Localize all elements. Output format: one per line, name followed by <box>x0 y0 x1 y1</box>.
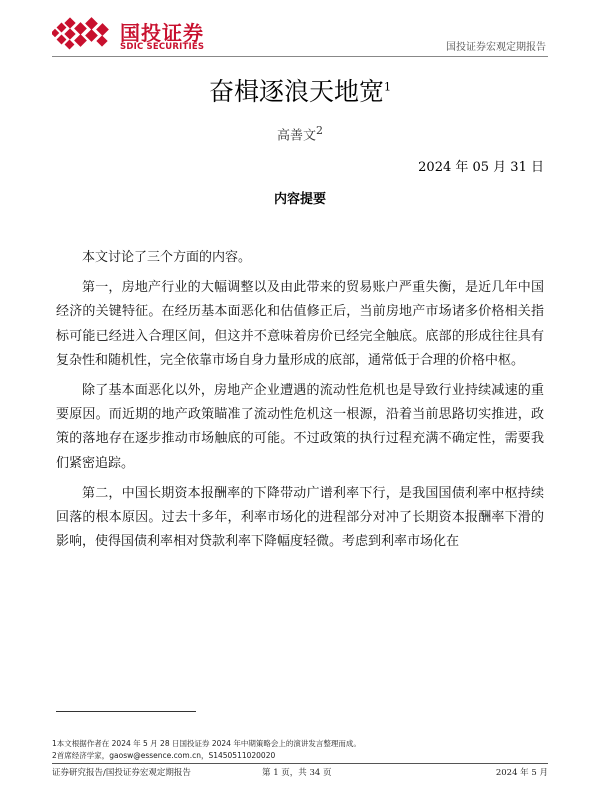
paragraph: 本文讨论了三个方面的内容。 <box>82 250 252 265</box>
paragraph: 除了基本面恶化以外，房地产企业遭遇的流动性危机也是导致行业持续减速的重要原因。而近期的地产政策瞄准了流动性危机这一根源，沿着当前思路切实推进，政策的落地存在逐步推动市场触底的可能。不过政策的执行过程充满不确定性，需要我们紧密追踪。 <box>56 383 544 471</box>
author-footnote-marker[interactable]: 2 <box>316 124 323 137</box>
body-text <box>56 246 544 560</box>
report-series-label: 国投证券宏观定期报告 <box>446 42 546 53</box>
footnotes <box>52 738 361 762</box>
author-name: 高善文 <box>276 128 316 144</box>
footer-divider <box>52 763 548 764</box>
footer-report-type: 证券研究报告/国投证券宏观定期报告 <box>52 768 191 778</box>
footnote-divider <box>56 711 196 712</box>
paragraph: 第二，中国长期资本报酬率的下降带动广谱利率下行，是我国国债利率中枢持续回落的根本原因。过去十多年，利率市场化的进程部分对冲了长期资本报酬率下滑的影响，使得国债利率相对贷款利率下降幅度轻微。考虑到利率市场化在 <box>56 485 544 550</box>
page-title <box>0 72 600 108</box>
footer-date: 2024 年 5 月 <box>495 768 548 778</box>
footer-page-number: 第 1 页，共 34 页 <box>262 768 332 778</box>
section-heading: 内容提要 <box>273 192 326 207</box>
footnote-2: 2首席经济学家，gaosw@essence.com.cn，S1450511020020 <box>52 751 276 760</box>
logo-english-name: SDIC SECURITIES <box>120 42 205 52</box>
title-footnote-marker[interactable]: 1 <box>384 80 391 94</box>
company-logo <box>52 16 222 52</box>
paragraph: 第一，房地产行业的大幅调整以及由此带来的贸易账户严重失衡，是近几年中国经济的关键特征。在经历基本面恶化和估值修正后，当前房地产市场诸多价格相关指标可能已经进入合理区间，但这并不意味着房价已经完全触底。底部的形成往往具有复杂性和随机性，完全依靠市场自身力量形成的底部，通常低于合理的价格中枢。 <box>56 280 544 368</box>
footnote-1: 1本文根据作者在 2024 年 5 月 28 日国投证券 2024 年中期策略会上的演讲发言整理而成。 <box>52 739 361 748</box>
logo-mark-icon <box>52 16 112 50</box>
author-line <box>0 124 600 143</box>
logo-chinese-name: 国投证券 <box>120 21 204 45</box>
header-divider <box>52 56 548 57</box>
report-date: 2024 年 05 月 31 日 <box>418 160 544 175</box>
title-text: 奋楫逐浪天地宽 <box>208 77 384 106</box>
